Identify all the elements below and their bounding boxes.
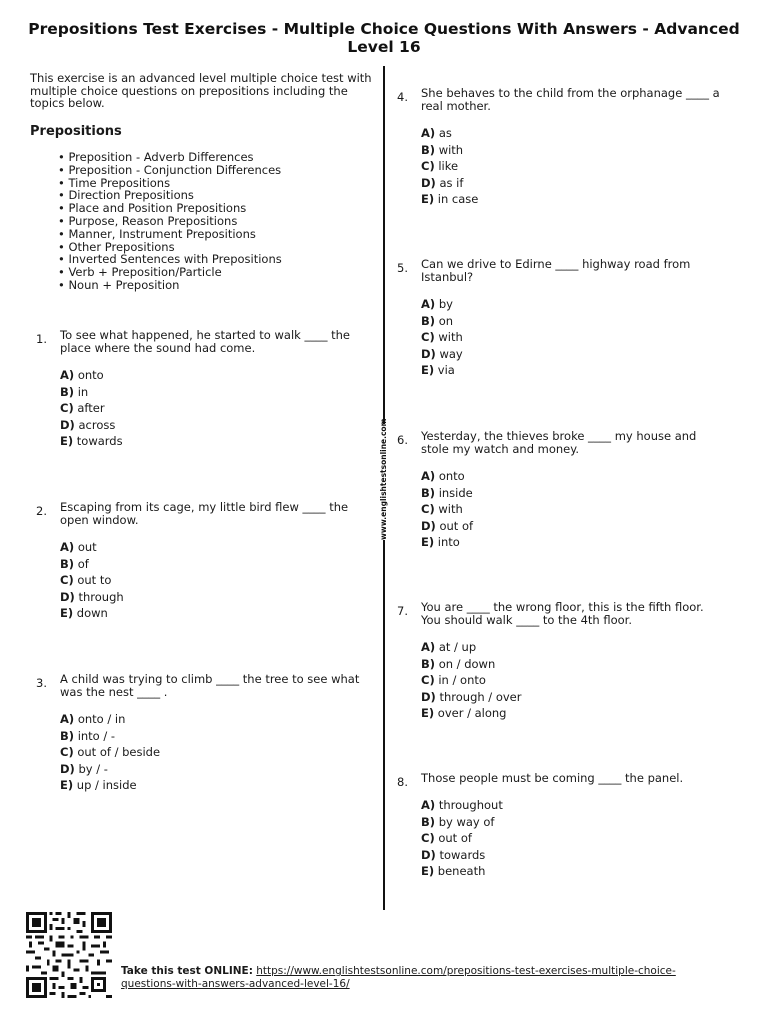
option-e[interactable]: E) into — [421, 535, 460, 549]
option-c[interactable]: C) like — [421, 159, 459, 173]
option-c[interactable]: C) with — [421, 502, 463, 516]
watermark-text: www.englishtestsonline.com — [379, 418, 388, 540]
option-e[interactable]: E) up / inside — [60, 778, 137, 792]
test-online-link[interactable]: https://www.englishtestsonline.com/prepositions-test-exercises-multiple-choice-questions-with-answers-advanced-level-16/ — [121, 965, 676, 990]
question-number: 2. — [36, 504, 47, 518]
question-number: 1. — [36, 332, 47, 346]
option-a[interactable]: A) out — [60, 540, 97, 554]
option-b[interactable]: B) of — [60, 556, 89, 571]
answer-options — [60, 711, 160, 794]
option-b[interactable]: B) inside — [421, 485, 473, 500]
option-c[interactable]: C) out to — [60, 573, 112, 587]
question-text: A child was trying to climb ____ the tree to see what was the nest ____ . — [60, 672, 360, 699]
question-text: Can we drive to Edirne ____ highway road from Istanbul? — [421, 257, 691, 284]
footer — [121, 965, 681, 990]
option-d[interactable]: D) by / - — [60, 761, 108, 776]
footer-label: Take this test ONLINE: — [121, 965, 253, 977]
answer-options — [421, 125, 478, 208]
option-d[interactable]: D) towards — [421, 847, 486, 862]
option-d[interactable]: D) way — [421, 346, 463, 361]
page-title: Prepositions Test Exercises - Multiple Choice Questions With Answers - Advanced Level 16 — [28, 20, 740, 56]
topic-item: • Purpose, Reason Prepositions — [58, 215, 282, 228]
question-text: You are ____ the wrong floor, this is the fifth floor. You should walk ____ to the 4th floor. — [421, 600, 704, 627]
option-b[interactable]: B) with — [421, 142, 464, 157]
option-e[interactable]: E) towards — [60, 434, 123, 448]
answer-options — [421, 639, 522, 722]
option-a[interactable]: A) by — [421, 297, 453, 311]
qr-code-icon[interactable] — [25, 912, 113, 998]
option-a[interactable]: A) at / up — [421, 640, 477, 654]
topics-list — [58, 151, 282, 292]
question-number: 6. — [397, 433, 408, 447]
topic-item: • Manner, Instrument Prepositions — [58, 228, 282, 241]
question-text: To see what happened, he started to walk ____ the place where the sound had come. — [60, 328, 350, 355]
question-number: 5. — [397, 261, 408, 275]
option-d[interactable]: D) across — [60, 417, 116, 432]
option-a[interactable]: A) throughout — [421, 798, 503, 812]
option-a[interactable]: A) as — [421, 126, 452, 140]
option-d[interactable]: D) through / over — [421, 689, 522, 704]
option-c[interactable]: C) with — [421, 330, 463, 344]
option-b[interactable]: B) into / - — [60, 728, 116, 743]
option-b[interactable]: B) in — [60, 384, 89, 399]
question-number: 4. — [397, 90, 408, 104]
topic-item: • Inverted Sentences with Prepositions — [58, 253, 282, 266]
option-a[interactable]: A) onto — [60, 368, 104, 382]
option-d[interactable]: D) out of — [421, 518, 474, 533]
topics-heading: Prepositions — [30, 124, 122, 139]
option-c[interactable]: C) in / onto — [421, 673, 486, 687]
intro-text: This exercise is an advanced level multiple choice test with multiple choice questions on prepositions including the topics below. — [30, 71, 372, 110]
topic-item: • Verb + Preposition/Particle — [58, 266, 282, 279]
option-a[interactable]: A) onto — [421, 469, 465, 483]
topic-item: • Preposition - Adverb Differences — [58, 151, 282, 164]
topic-item: • Time Prepositions — [58, 177, 282, 190]
topic-item: • Direction Prepositions — [58, 189, 282, 202]
answer-options — [60, 539, 124, 622]
option-c[interactable]: C) out of — [421, 831, 472, 845]
topic-item: • Noun + Preposition — [58, 279, 282, 292]
option-b[interactable]: B) on — [421, 313, 454, 328]
answer-options — [421, 797, 503, 880]
answer-options — [60, 367, 123, 450]
topic-item: • Place and Position Prepositions — [58, 202, 282, 215]
option-e[interactable]: E) beneath — [421, 864, 486, 878]
answer-options — [421, 296, 463, 379]
option-e[interactable]: E) over / along — [421, 706, 507, 720]
option-c[interactable]: C) after — [60, 401, 105, 415]
question-number: 3. — [36, 676, 47, 690]
question-number: 8. — [397, 775, 408, 789]
question-text: Those people must be coming ____ the panel. — [421, 771, 684, 785]
option-c[interactable]: C) out of / beside — [60, 745, 161, 759]
option-d[interactable]: D) through — [60, 589, 124, 604]
option-b[interactable]: B) on / down — [421, 656, 496, 671]
question-text: Yesterday, the thieves broke ____ my house and stole my watch and money. — [421, 429, 697, 456]
option-e[interactable]: E) via — [421, 363, 455, 377]
answer-options — [421, 468, 473, 551]
topic-item: • Other Prepositions — [58, 241, 282, 254]
option-d[interactable]: D) as if — [421, 175, 464, 190]
question-text: She behaves to the child from the orphanage ____ a real mother. — [421, 86, 720, 113]
question-text: Escaping from its cage, my little bird flew ____ the open window. — [60, 500, 349, 527]
option-e[interactable]: E) down — [60, 606, 108, 620]
option-e[interactable]: E) in case — [421, 192, 479, 206]
option-a[interactable]: A) onto / in — [60, 712, 126, 726]
option-b[interactable]: B) by way of — [421, 814, 495, 829]
topic-item: • Preposition - Conjunction Differences — [58, 164, 282, 177]
question-number: 7. — [397, 604, 408, 618]
